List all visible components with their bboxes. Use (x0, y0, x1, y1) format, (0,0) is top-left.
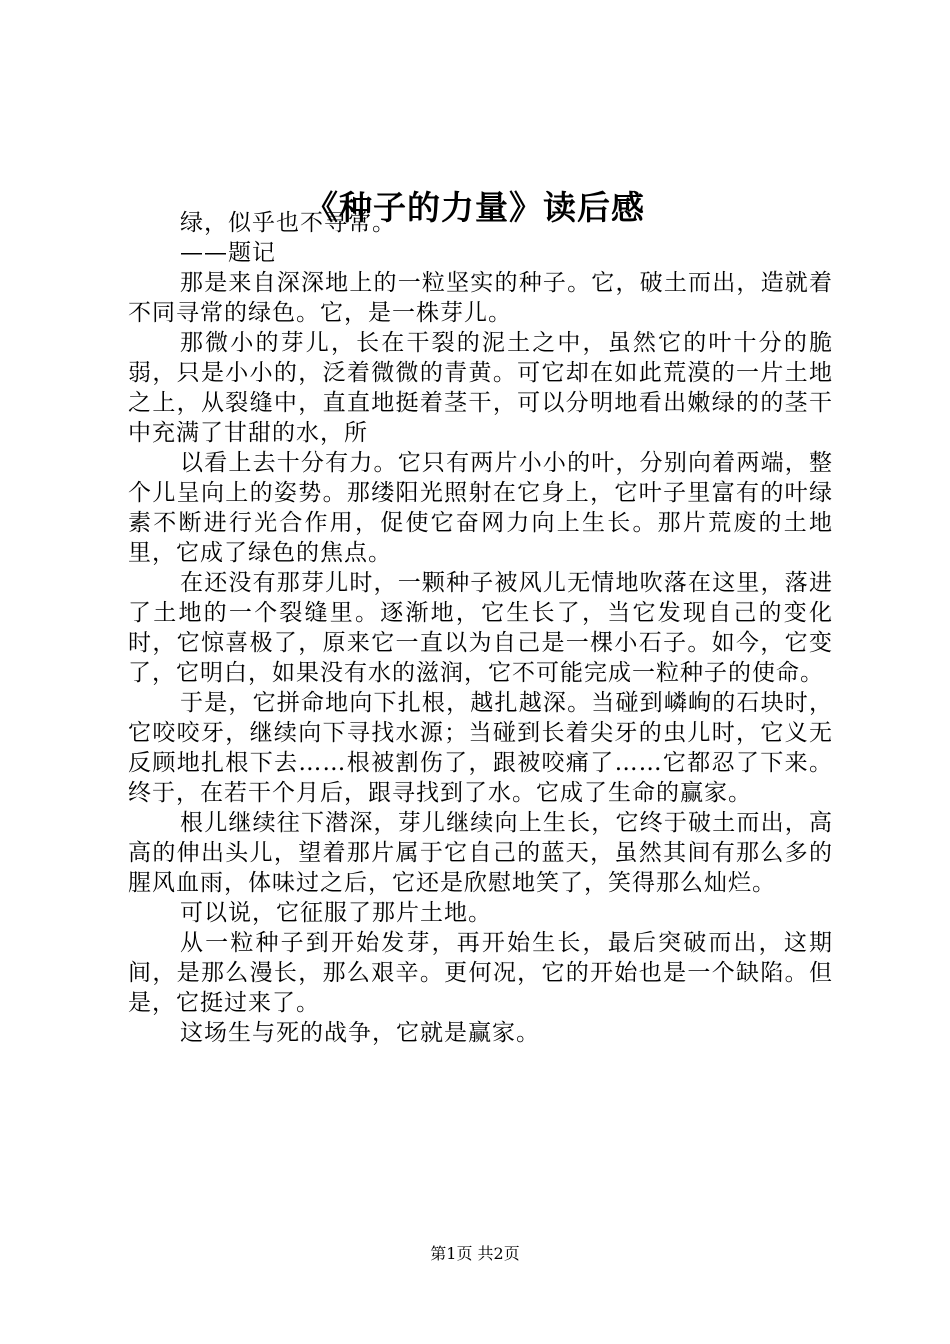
document-title: 《种子的力量》读后感 (305, 188, 645, 227)
paragraph: 那微小的芽儿，长在干裂的泥土之中，虽然它的叶十分的脆弱，只是小小的，泛着微微的青黄。可它却在如此荒漠的一片土地之上，从裂缝中，直直地挺着茎干，可以分明地看出嫩绿的的茎干中充满了甘甜的水，所 (128, 330, 833, 446)
paragraph: 绿，似乎也不寻常。 (180, 210, 396, 236)
paragraph: 根儿继续往下潜深，芽儿继续向上生长，它终于破土而出，高高的伸出头儿，望着那片属于它自己的蓝天，虽然其间有那么多的腥风血雨，体味过之后，它还是欣慰地笑了，笑得那么灿烂。 (128, 810, 833, 896)
paragraph: 这场生与死的战争，它就是赢家。 (180, 1020, 540, 1046)
page-number-footer: 第1页 共2页 (430, 1244, 520, 1263)
paragraph: 在还没有那芽儿时，一颗种子被风儿无情地吹落在这里，落进了土地的一个裂缝里。逐渐地，它生长了，当它发现自己的变化时，它惊喜极了，原来它一直以为自己是一棵小石子。如今，它变了，它明白，如果没有水的滋润，它不可能完成一粒种子的使命。 (128, 570, 833, 686)
paragraph: 那是来自深深地上的一粒坚实的种子。它，破土而出，造就着不同寻常的绿色。它，是一株芽儿。 (128, 270, 833, 326)
paragraph: 以看上去十分有力。它只有两片小小的叶，分别向着两端，整个儿呈向上的姿势。那缕阳光照射在它身上，它叶子里富有的叶绿素不断进行光合作用，促使它奋网力向上生长。那片荒废的土地里，它成了绿色的焦点。 (128, 450, 833, 566)
paragraph: 于是，它拼命地向下扎根，越扎越深。当碰到嶙峋的石块时，它咬咬牙，继续向下寻找水源；当碰到长着尖牙的虫儿时，它义无反顾地扎根下去……根被割伤了，跟被咬痛了……它都忍了下来。终于，在若干个月后，跟寻找到了水。它成了生命的赢家。 (128, 690, 833, 806)
paragraph: 从一粒种子到开始发芽，再开始生长，最后突破而出，这期间，是那么漫长，那么艰辛。更何况，它的开始也是一个缺陷。但是，它挺过来了。 (128, 930, 833, 1016)
paragraph: ——题记 (180, 240, 276, 266)
paragraph: 可以说，它征服了那片土地。 (180, 900, 492, 926)
document-body (128, 208, 833, 1048)
